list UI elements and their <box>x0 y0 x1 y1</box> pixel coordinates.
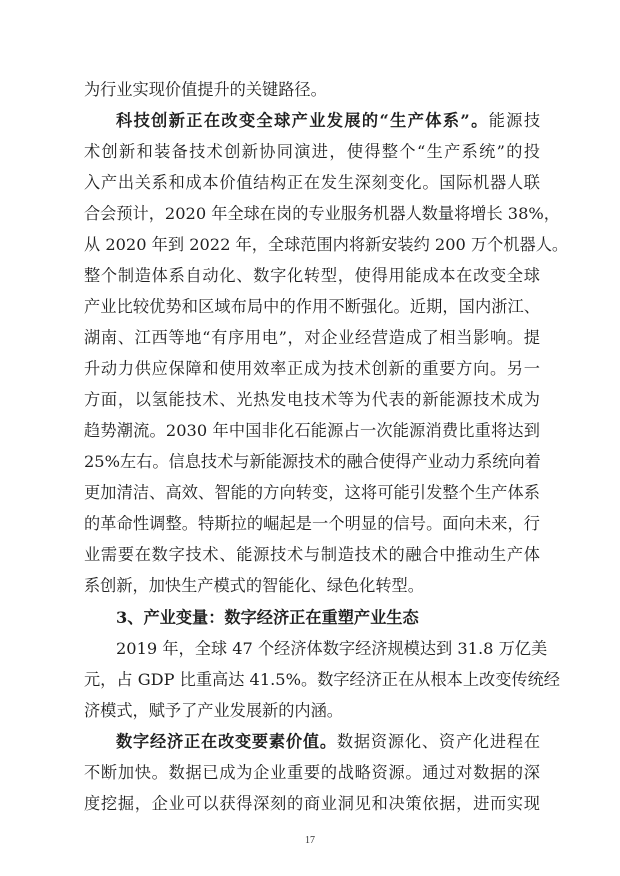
body-text-line: 趋势潮流。2030 年中国非化石能源占一次能源消费比重将达到 <box>84 421 540 440</box>
body-text-line: 湖南、江西等地“有序用电”，对企业经营造成了相当影响。提 <box>84 328 540 347</box>
body-text-line: 系创新，加快生产模式的智能化、绿色化转型。 <box>84 576 424 595</box>
section-heading: 3、产业变量：数字经济正在重塑产业生态 <box>116 608 419 627</box>
body-text-line: 度挖掘，企业可以获得深刻的商业洞见和决策依据，进而实现 <box>84 794 540 813</box>
body-text-line: 2019 年，全球 47 个经济体数字经济规模达到 31.8 万亿美 <box>116 639 548 658</box>
body-text-line: 升动力供应保障和使用效率正成为技术创新的重要方向。另一 <box>84 359 540 378</box>
body-text-line: 合会预计，2020 年全球在岗的专业服务机器人数量将增长 38%， <box>84 204 560 223</box>
body-text-line: 从 2020 年到 2022 年，全球范围内将新安装约 200 万个机器人。 <box>84 235 569 254</box>
bold-lead-sentence: 数字经济正在改变要素价值。 <box>116 732 337 751</box>
body-text-line: 元，占 GDP 比重高达 41.5%。数字经济正在从根本上改变传统经 <box>84 670 560 689</box>
body-text-line: 产业比较优势和区域布局中的作用不断强化。近期，国内浙江、 <box>84 297 540 316</box>
body-text-line: 为行业实现价值提升的关键路径。 <box>84 80 327 99</box>
body-text-line: 术创新和装备技术创新协同演进，使得整个“生产系统”的投 <box>84 142 540 161</box>
body-text-line: 方面，以氢能技术、光热发电技术等为代表的新能源技术成为 <box>84 390 540 409</box>
body-text-line: 25%左右。信息技术与新能源技术的融合使得产业动力系统向着 <box>84 452 541 471</box>
body-text-line: 数字经济正在改变要素价值。数据资源化、资产化进程在 <box>116 732 541 751</box>
body-text-line: 业需要在数字技术、能源技术与制造技术的融合中推动生产体 <box>84 545 540 564</box>
bold-lead-sentence: 科技创新正在改变全球产业发展的“生产体系”。 <box>116 111 489 130</box>
body-text-line: 入产出关系和成本价值结构正在发生深刻变化。国际机器人联 <box>84 173 540 192</box>
body-text-line: 更加清洁、高效、智能的方向转变，这将可能引发整个生产体系 <box>84 483 540 502</box>
page-number: 17 <box>305 835 315 846</box>
body-text-line: 科技创新正在改变全球产业发展的“生产体系”。能源技 <box>116 111 541 130</box>
body-text-line: 不断加快。数据已成为企业重要的战略资源。通过对数据的深 <box>84 763 540 782</box>
body-text-line: 的革命性调整。特斯拉的崛起是一个明显的信号。面向未来，行 <box>84 514 540 533</box>
body-text-line: 济模式，赋予了产业发展新的内涵。 <box>84 701 343 720</box>
body-text-line: 整个制造体系自动化、数字化转型，使得用能成本在改变全球 <box>84 266 540 285</box>
